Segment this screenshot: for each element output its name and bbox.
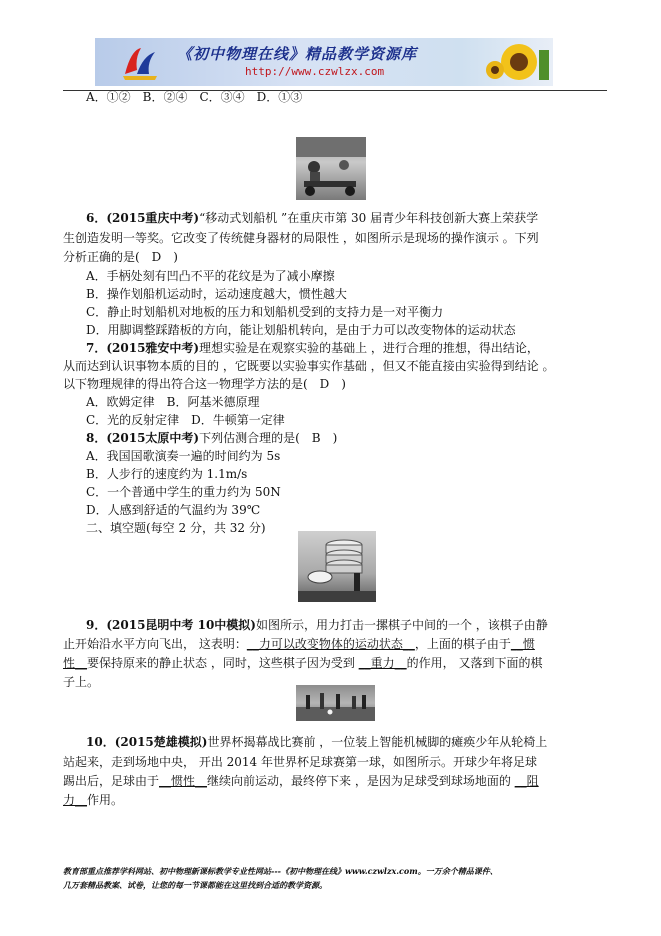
banner-url[interactable]: http://www.czwlzx.com — [245, 65, 385, 78]
q9-answer-1: __力可以改变物体的运动状态__ — [246, 637, 415, 651]
q7-line-2: 从而达到认识事物本质的目的 ，它既要以实验事实作基础 ，但又不能直接由实验得到结论 。 — [63, 359, 555, 373]
q10-line-4: 力__作用。 — [63, 793, 124, 807]
section-2-heading: 二、填空题(每空 2 分，共 32 分) — [86, 521, 266, 535]
q7-line-3: 以下物理规律的得出符合这一物理学方法的是( D ) — [63, 377, 346, 391]
q9-answer-2b: 性__ — [63, 656, 88, 670]
rowing-machine-photo — [296, 137, 366, 200]
q9-line-1: 9．(2015昆明中考 10中模拟)如图所示，用力打击一摞棋子中间的一个 ，该棋子由静 — [86, 618, 548, 632]
q5-options: A．①② B．②④ C．③④ D．①③ — [86, 90, 303, 104]
q8-option-c: C．一个普通中学生的重力约为 50N — [86, 485, 281, 499]
q8-option-d: D．人感到舒适的气温约为 39℃ — [86, 503, 261, 517]
q6-option-a: A．手柄处刻有凹凸不平的花纹是为了减小摩擦 — [86, 269, 335, 283]
q8-stem: 8．(2015太原中考)下列估测合理的是( B ) — [86, 431, 338, 445]
footer-line-1: 教育部重点推荐学科网站、初中物理新课标教学专业性网站---《初中物理在线》www.czwlzx.com。一万余个精品课件、 — [63, 866, 498, 876]
q8-option-b: B．人步行的速度约为 1.1m/s — [86, 467, 248, 481]
q10-answer-1: __惯性__ — [159, 774, 208, 788]
q8-option-a: A．我国国歌演奏一遍的时间约为 5s — [86, 449, 281, 463]
q7-options-cd: C．光的反射定律 D．牛顿第一定律 — [86, 413, 285, 427]
q9-line-3: 性__要保持原来的静止状态 ，同时，这些棋子因为受到 __重力__的作用， 又落到下面的棋 — [63, 656, 543, 670]
q6-line-2: 生创造发明一等奖。它改变了传统健身器材的局限性 ，如图所示是现场的操作演示 。下列 — [63, 231, 539, 245]
site-logo-icon — [121, 44, 159, 82]
q9-answer-2a: __惯 — [510, 637, 535, 651]
q7-line-1: 7．(2015雅安中考)理想实验是在观察实验的基础上 ，进行合理的推想，得出结论， — [86, 341, 539, 355]
q6-option-b: B．操作划船机运动时，运动速度越大，惯性越大 — [86, 287, 347, 301]
banner-title: 《初中物理在线》精品教学资源库 — [177, 45, 418, 63]
q10-line-2: 站起来，走到场地中央， 开出 2014 年世界杯足球赛第一球，如图所示。开球少年将足球 — [63, 755, 537, 769]
q10-line-3: 踢出后，足球由于__惯性__继续向前运动，最终停下来 ，是因为足球受到球场地面的 __阻 — [63, 774, 539, 788]
q10-answer-2a: __阻 — [514, 774, 539, 788]
footer-line-2: 几万套精品教案、试卷，让您的每一节课都能在这里找到合适的教学资源。 — [63, 880, 327, 890]
sunflower-icon — [485, 40, 549, 86]
q6-option-c: C．静止时划船机对地板的压力和划船机受到的支持力是一对平衡力 — [86, 305, 444, 319]
q9-line-4: 子上。 — [63, 675, 100, 689]
world-cup-kickoff-photo — [296, 685, 375, 721]
header-banner — [95, 38, 553, 86]
q6-option-d: D．用脚调整踩踏板的方向，能让划船机转向，是由于力可以改变物体的运动状态 — [86, 323, 516, 337]
q10-line-1: 10．(2015楚雄模拟)世界杯揭幕战比赛前 ，一位装上智能机械脚的瘫痪少年从轮椅上 — [86, 735, 548, 749]
q6-line-3: 分析正确的是( D ) — [63, 250, 178, 264]
q10-answer-2b: 力__ — [63, 793, 88, 807]
q9-answer-3: __重力__ — [358, 656, 407, 670]
q7-options-ab: A．欧姆定律 B．阿基米德原理 — [86, 395, 260, 409]
q9-line-2: 止开始沿水平方向飞出， 这表明：__力可以改变物体的运动状态__，上面的棋子由于__惯 — [63, 637, 535, 651]
q6-line-1: 6．(2015重庆中考)“移动式划船机 ”在重庆市第 30 届青少年科技创新大赛上荣获学 — [86, 211, 539, 225]
checker-stack-photo — [298, 531, 376, 602]
